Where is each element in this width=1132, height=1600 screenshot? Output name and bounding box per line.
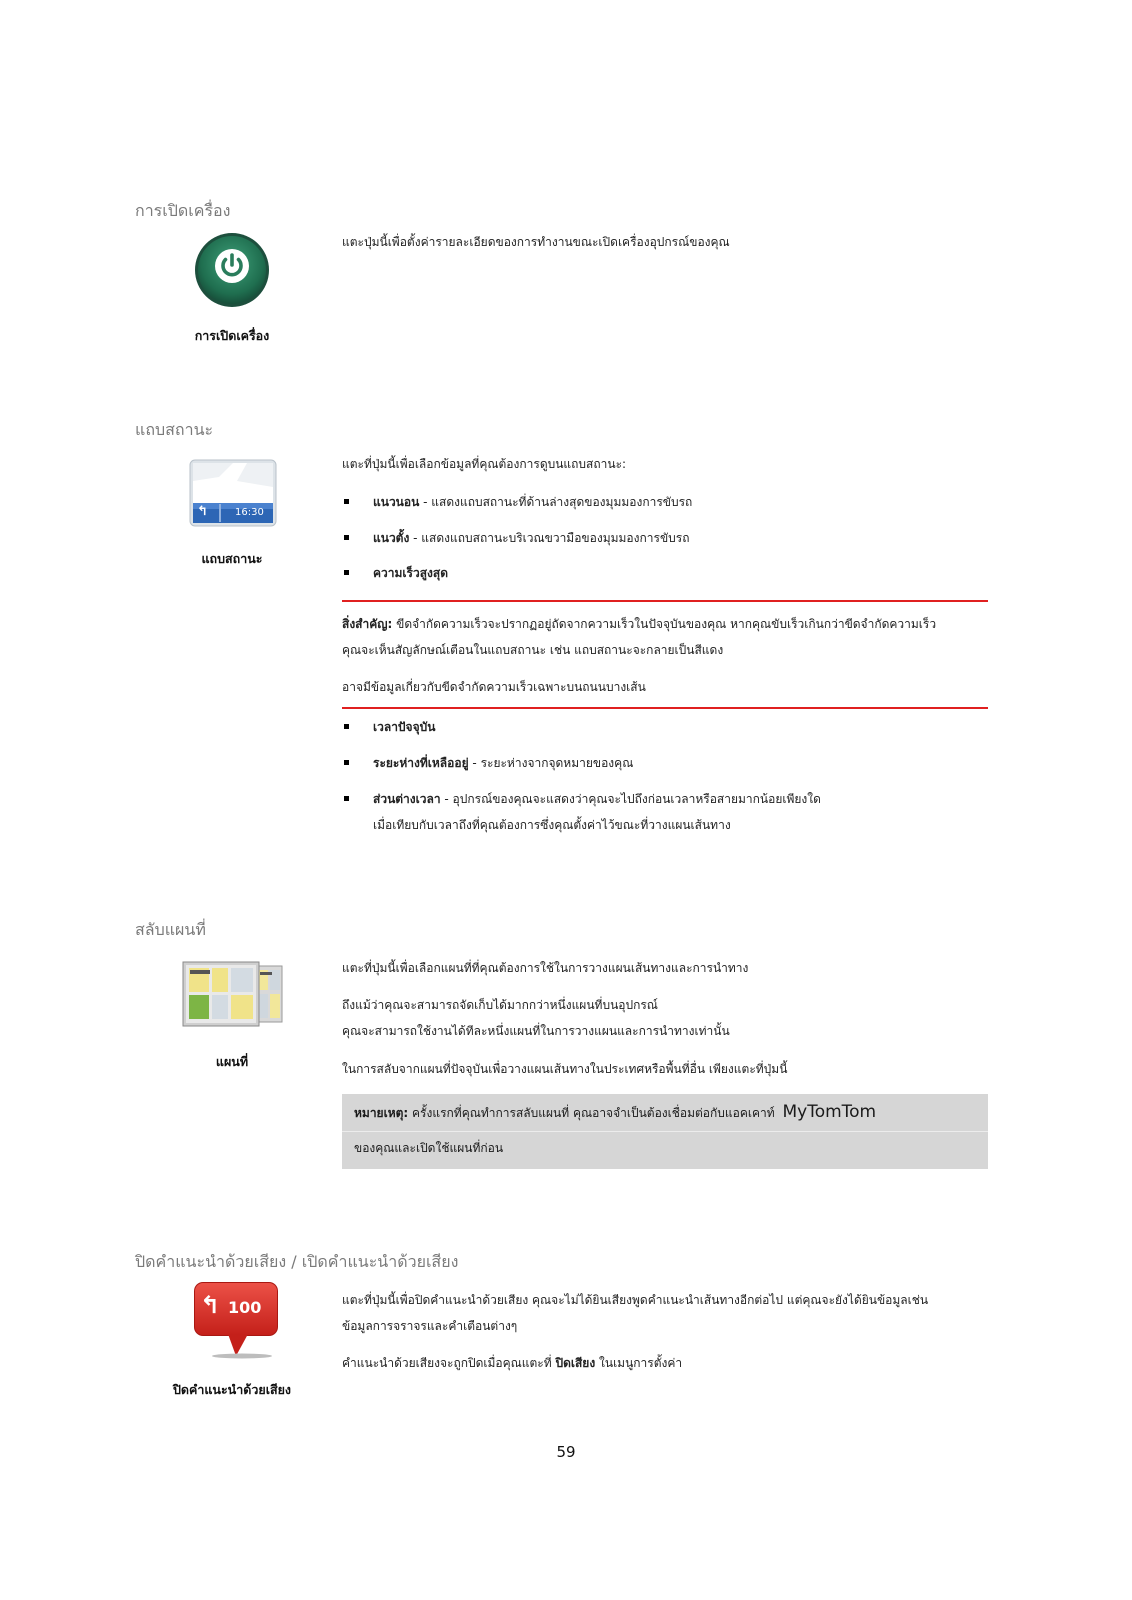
switchmap-line-3: คุณจะสามารถใช้งานได้ทีละหนึ่งแผนที่ในการวางแผนและการนำทางเท่านั้น: [342, 1024, 730, 1038]
section-title-startup: การเปิดเครื่อง: [135, 201, 231, 220]
map-switch-button[interactable]: [182, 960, 284, 1030]
section-title-statusbar: แถบสถานะ: [135, 420, 214, 439]
voice-line-3: คำแนะนำด้วยเสียงจะถูกปิดเมื่อคุณแตะที่ ปิดเสียง ในเมนูการตั้งค่า: [342, 1356, 683, 1370]
list-item: ความเร็วสูงสุด: [342, 561, 448, 586]
caption-startup: การเปิดเครื่อง: [194, 328, 270, 343]
important-bottom-rule: [342, 707, 988, 709]
bullet-square: [344, 724, 349, 729]
bullet-continuation: เมื่อเทียบกับเวลาถึงที่คุณต้องการซึ่งคุณตั้งค่าไว้ขณะที่วางแผนเส้นทาง: [373, 818, 731, 832]
note-box: [342, 1094, 988, 1169]
switchmap-line-1: แตะที่ปุ่มนี้เพื่อเลือกแผนที่ที่คุณต้องการใช้ในการวางแผนเส้นทางและการนำทาง: [342, 961, 749, 975]
switchmap-line-4: ในการสลับจากแผนที่ปัจจุบันเพื่อวางแผนเส้นทางในประเทศหรือพื้นที่อื่น เพียงแตะที่ปุ่มนี้: [342, 1062, 788, 1076]
note-brand: MyTomTom: [782, 1102, 877, 1122]
status-bar-time: 16:30: [235, 507, 264, 518]
caption-statusbar: แถบสถานะ: [201, 551, 263, 566]
section-title-voice: ปิดคำแนะนำด้วยเสียง / เปิดคำแนะนำด้วยเสียง: [135, 1252, 459, 1271]
status-divider: [219, 504, 221, 522]
bullet-square: [344, 499, 349, 504]
caption-voice: ปิดคำแนะนำด้วยเสียง: [172, 1382, 292, 1397]
voice-icon-number: 100: [228, 1298, 262, 1317]
important-top-rule: [342, 600, 988, 602]
list-item: ระยะห่างที่เหลืออยู่ - ระยะห่างจากจุดหมายของคุณ: [342, 751, 633, 776]
voice-line-1: แตะที่ปุ่มนี้เพื่อปิดคำแนะนำด้วยเสียง คุณจะไม่ได้ยินเสียงพูดคำแนะนำเส้นทางอีกต่อไป แต่คุณจะยังได้ยินข้อมูลเช่น: [342, 1293, 929, 1307]
bullet-square: [344, 535, 349, 540]
bullet-square: [344, 796, 349, 801]
voice-guidance-button[interactable]: [192, 1280, 286, 1360]
bullet-square: [344, 570, 349, 575]
important-line-2: คุณจะเห็นสัญลักษณ์เตือนในแถบสถานะ เช่น แถบสถานะจะกลายเป็นสีแดง: [342, 643, 724, 657]
list-item: แนวตั้ง - แสดงแถบสถานะบริเวณขวามือของมุมมองการขับรถ: [342, 526, 689, 551]
page-number: 59: [556, 1443, 576, 1461]
list-item: เวลาปัจจุบัน: [342, 715, 435, 740]
status-bar-button[interactable]: [189, 459, 277, 527]
list-item: แนวนอน - แสดงแถบสถานะที่ด้านล่างสุดของมุมมองการขับรถ: [342, 490, 692, 515]
turn-left-arrow-icon: ↰: [197, 504, 208, 519]
list-item: ส่วนต่างเวลา - อุปกรณ์ของคุณจะแสดงว่าคุณจะไปถึงก่อนเวลาหรือสายมากน้อยเพียงใด: [342, 787, 821, 812]
important-line-1: สิ่งสำคัญ: ขีดจำกัดความเร็วจะปรากฏอยู่ถัดจากความเร็วในปัจจุบันของคุณ หากคุณขับเร็วเกินกว่าขีดจำกัดความเร็ว: [342, 617, 937, 631]
note-line-1: หมายเหตุ: ครั้งแรกที่คุณทำการสลับแผนที่ คุณอาจจำเป็นต้องเชื่อมต่อกับแอคเคาท์ MyTomTom: [354, 1102, 877, 1122]
power-button[interactable]: [194, 232, 270, 308]
voice-line-2: ข้อมูลการจราจรและคำเตือนต่างๆ: [342, 1319, 518, 1333]
startup-description: แตะปุ่มนี้เพื่อตั้งค่ารายละเอียดของการทำงานขณะเปิดเครื่องอุปกรณ์ของคุณ: [342, 235, 730, 249]
note-line-2: ของคุณและเปิดใช้แผนที่ก่อน: [354, 1141, 504, 1155]
bullet-square: [344, 760, 349, 765]
caption-switchmap: แผนที่: [215, 1054, 249, 1069]
statusbar-intro: แตะที่ปุ่มนี้เพื่อเลือกข้อมูลที่คุณต้องการดูบนแถบสถานะ:: [342, 457, 627, 471]
turn-left-arrow-icon: ↰: [200, 1291, 221, 1319]
map-switch-icon: [182, 960, 284, 1030]
section-title-switchmap: สลับแผนที่: [135, 920, 206, 939]
power-icon: [194, 232, 270, 308]
switchmap-line-2: ถึงแม้ว่าคุณจะสามารถจัดเก็บได้มากกว่าหนึ่งแผนที่บนอุปกรณ์: [342, 998, 658, 1012]
important-line-3: อาจมีข้อมูลเกี่ยวกับขีดจำกัดความเร็วเฉพาะบนถนนบางเส้น: [342, 680, 646, 694]
note-separator: [342, 1131, 988, 1132]
